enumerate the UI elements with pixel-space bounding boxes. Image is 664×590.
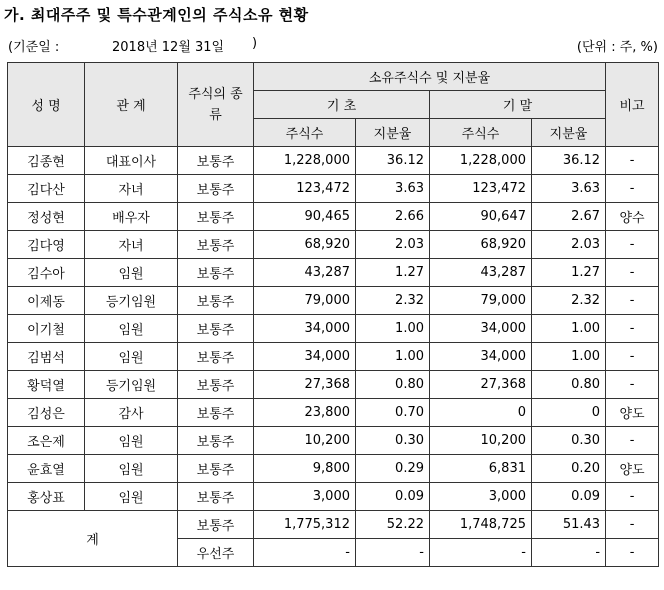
end-ratio-cell: 3.63 (532, 175, 606, 203)
remark-cell: - (606, 287, 659, 315)
remark-cell: - (606, 147, 659, 175)
end-shares-cell: 123,472 (430, 175, 532, 203)
reference-date-value: 2018년 12월 31일 (112, 40, 225, 55)
table-row (8, 147, 659, 175)
table-row (8, 343, 659, 371)
header-begin: 기 초 (254, 91, 430, 119)
remark-cell: - (606, 343, 659, 371)
stock-type-cell: 보통주 (178, 175, 254, 203)
remark-cell: 양도 (606, 399, 659, 427)
table-row (8, 231, 659, 259)
unit-label: (단위 : 주, %) (576, 40, 658, 55)
remark-cell: 양도 (606, 455, 659, 483)
remark-cell: 양수 (606, 203, 659, 231)
remark-cell: - (606, 315, 659, 343)
end-shares-cell: 1,228,000 (430, 147, 532, 175)
begin-ratio-cell: 2.32 (356, 287, 430, 315)
stock-type-cell: 보통주 (178, 455, 254, 483)
end-shares-cell: 3,000 (430, 483, 532, 511)
total-stock-type-cell: 우선주 (178, 539, 254, 567)
begin-ratio-cell: 0.29 (356, 455, 430, 483)
name-cell: 김수아 (8, 259, 85, 287)
begin-ratio-cell: 2.03 (356, 231, 430, 259)
header-begin-ratio: 지분율 (356, 119, 430, 147)
begin-shares-cell: 1,228,000 (254, 147, 356, 175)
total-begin-shares-cell: - (254, 539, 356, 567)
end-ratio-cell: 0.30 (532, 427, 606, 455)
begin-shares-cell: 123,472 (254, 175, 356, 203)
table-row (8, 371, 659, 399)
name-cell: 조은제 (8, 427, 85, 455)
begin-ratio-cell: 1.00 (356, 343, 430, 371)
name-cell: 홍상표 (8, 483, 85, 511)
remark-cell: - (606, 427, 659, 455)
end-shares-cell: 34,000 (430, 343, 532, 371)
end-ratio-cell: 0.20 (532, 455, 606, 483)
header-end: 기 말 (430, 91, 606, 119)
total-row (8, 511, 659, 539)
name-cell: 윤효열 (8, 455, 85, 483)
total-begin-shares-cell: 1,775,312 (254, 511, 356, 539)
end-shares-cell: 6,831 (430, 455, 532, 483)
total-end-shares-cell: 1,748,725 (430, 511, 532, 539)
stock-type-cell: 보통주 (178, 427, 254, 455)
total-stock-type-cell: 보통주 (178, 511, 254, 539)
stock-type-cell: 보통주 (178, 231, 254, 259)
relation-cell: 대표이사 (85, 147, 178, 175)
name-cell: 김종현 (8, 147, 85, 175)
remark-cell: - (606, 483, 659, 511)
stock-type-cell: 보통주 (178, 147, 254, 175)
end-ratio-cell: 0.80 (532, 371, 606, 399)
total-begin-ratio-cell: 52.22 (356, 511, 430, 539)
header-end-shares: 주식수 (430, 119, 532, 147)
end-shares-cell: 79,000 (430, 287, 532, 315)
end-shares-cell: 27,368 (430, 371, 532, 399)
relation-cell: 임원 (85, 427, 178, 455)
total-begin-ratio-cell: - (356, 539, 430, 567)
end-shares-cell: 90,647 (430, 203, 532, 231)
begin-shares-cell: 10,200 (254, 427, 356, 455)
begin-shares-cell: 34,000 (254, 315, 356, 343)
begin-ratio-cell: 3.63 (356, 175, 430, 203)
page-title: 가. 최대주주 및 특수관계인의 주식소유 현황 (4, 6, 309, 24)
remark-cell: - (606, 259, 659, 287)
begin-ratio-cell: 36.12 (356, 147, 430, 175)
reference-date-label: (기준일 : (8, 40, 60, 55)
table-row (8, 203, 659, 231)
begin-ratio-cell: 0.09 (356, 483, 430, 511)
begin-ratio-cell: 2.66 (356, 203, 430, 231)
relation-cell: 감사 (85, 399, 178, 427)
relation-cell: 자녀 (85, 231, 178, 259)
stock-type-cell: 보통주 (178, 287, 254, 315)
table-row (8, 259, 659, 287)
begin-shares-cell: 27,368 (254, 371, 356, 399)
relation-cell: 등기임원 (85, 287, 178, 315)
total-label: 계 (8, 511, 178, 567)
begin-shares-cell: 79,000 (254, 287, 356, 315)
stock-type-cell: 보통주 (178, 371, 254, 399)
relation-cell: 자녀 (85, 175, 178, 203)
begin-ratio-cell: 1.00 (356, 315, 430, 343)
remark-cell: - (606, 231, 659, 259)
begin-shares-cell: 68,920 (254, 231, 356, 259)
total-remark-cell: - (606, 539, 659, 567)
table-row (8, 175, 659, 203)
table-row (8, 483, 659, 511)
begin-shares-cell: 9,800 (254, 455, 356, 483)
begin-shares-cell: 43,287 (254, 259, 356, 287)
begin-shares-cell: 90,465 (254, 203, 356, 231)
begin-ratio-cell: 1.27 (356, 259, 430, 287)
stock-type-cell: 보통주 (178, 259, 254, 287)
table-row (8, 399, 659, 427)
stock-type-cell: 보통주 (178, 203, 254, 231)
end-shares-cell: 34,000 (430, 315, 532, 343)
stock-type-cell: 보통주 (178, 399, 254, 427)
header-stock-type: 주식의 종류 (178, 63, 254, 147)
header-relation: 관 계 (85, 63, 178, 147)
end-ratio-cell: 2.03 (532, 231, 606, 259)
end-ratio-cell: 36.12 (532, 147, 606, 175)
name-cell: 이기철 (8, 315, 85, 343)
relation-cell: 임원 (85, 343, 178, 371)
name-cell: 김범석 (8, 343, 85, 371)
header-ownership: 소유주식수 및 지분율 (254, 63, 606, 91)
table-row (8, 287, 659, 315)
table-row (8, 455, 659, 483)
remark-cell: - (606, 371, 659, 399)
stock-type-cell: 보통주 (178, 343, 254, 371)
total-end-ratio-cell: - (532, 539, 606, 567)
end-ratio-cell: 1.27 (532, 259, 606, 287)
end-ratio-cell: 2.32 (532, 287, 606, 315)
relation-cell: 등기임원 (85, 371, 178, 399)
end-shares-cell: 68,920 (430, 231, 532, 259)
header-name: 성 명 (8, 63, 85, 147)
name-cell: 김다영 (8, 231, 85, 259)
end-shares-cell: 10,200 (430, 427, 532, 455)
name-cell: 김성은 (8, 399, 85, 427)
end-ratio-cell: 1.00 (532, 343, 606, 371)
stock-type-cell: 보통주 (178, 315, 254, 343)
total-remark-cell: - (606, 511, 659, 539)
table-row (8, 315, 659, 343)
relation-cell: 배우자 (85, 203, 178, 231)
begin-ratio-cell: 0.80 (356, 371, 430, 399)
begin-ratio-cell: 0.30 (356, 427, 430, 455)
shareholder-table (7, 62, 659, 567)
table-row (8, 427, 659, 455)
end-ratio-cell: 1.00 (532, 315, 606, 343)
begin-shares-cell: 34,000 (254, 343, 356, 371)
name-cell: 이제동 (8, 287, 85, 315)
end-shares-cell: 43,287 (430, 259, 532, 287)
total-end-ratio-cell: 51.43 (532, 511, 606, 539)
begin-shares-cell: 23,800 (254, 399, 356, 427)
end-ratio-cell: 0 (532, 399, 606, 427)
header-remark: 비고 (606, 63, 659, 147)
name-cell: 황덕열 (8, 371, 85, 399)
name-cell: 정성현 (8, 203, 85, 231)
name-cell: 김다산 (8, 175, 85, 203)
reference-date-close: ) (252, 36, 258, 51)
table-body (8, 147, 659, 567)
header-begin-shares: 주식수 (254, 119, 356, 147)
end-ratio-cell: 0.09 (532, 483, 606, 511)
end-ratio-cell: 2.67 (532, 203, 606, 231)
relation-cell: 임원 (85, 315, 178, 343)
begin-shares-cell: 3,000 (254, 483, 356, 511)
begin-ratio-cell: 0.70 (356, 399, 430, 427)
relation-cell: 임원 (85, 483, 178, 511)
total-end-shares-cell: - (430, 539, 532, 567)
remark-cell: - (606, 175, 659, 203)
header-end-ratio: 지분율 (532, 119, 606, 147)
relation-cell: 임원 (85, 455, 178, 483)
end-shares-cell: 0 (430, 399, 532, 427)
stock-type-cell: 보통주 (178, 483, 254, 511)
relation-cell: 임원 (85, 259, 178, 287)
